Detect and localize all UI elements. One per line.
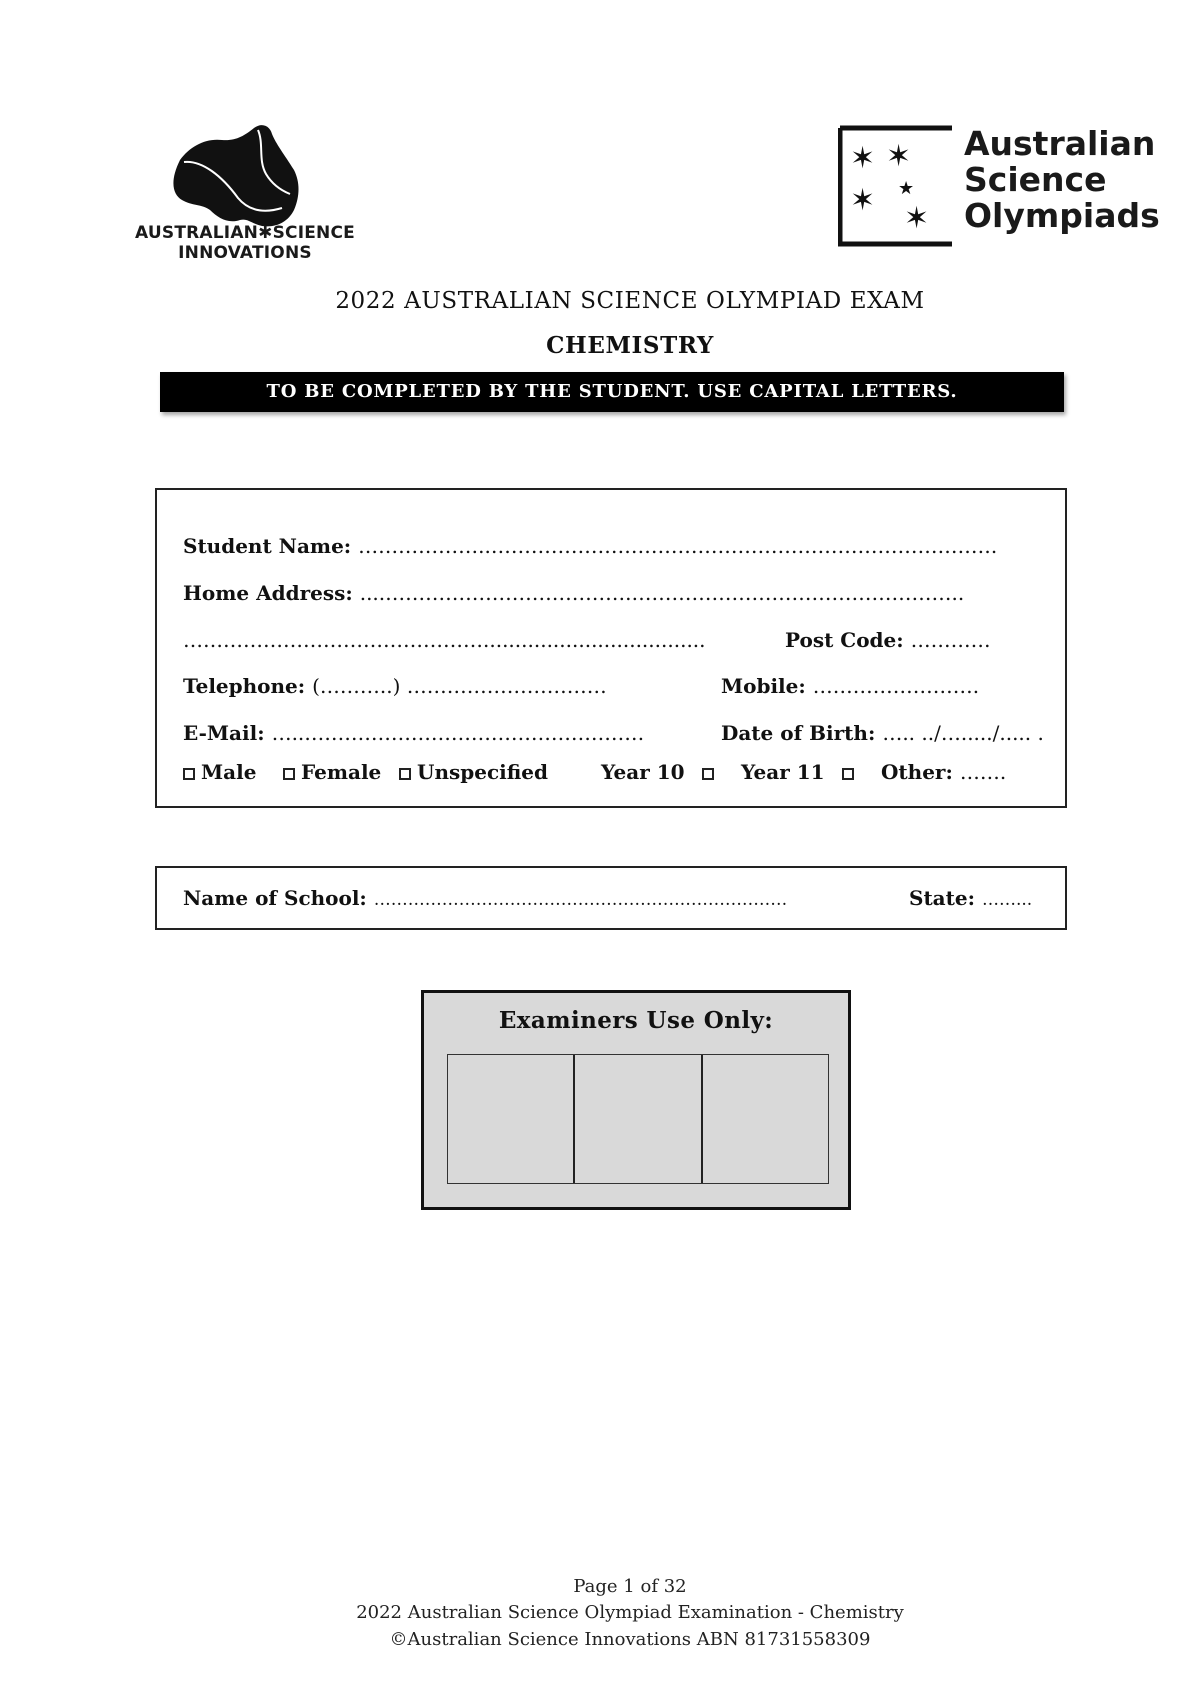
home-address-field-2[interactable]: ………………………………………................................... [183, 628, 706, 652]
female-checkbox[interactable] [283, 768, 295, 780]
student-details-box [155, 488, 1067, 808]
other-label: Other: [881, 760, 953, 784]
school-name-label: Name of School: [183, 886, 367, 910]
home-address-row[interactable] [183, 581, 964, 605]
state-field[interactable]: ……... [981, 890, 1033, 910]
year-other-row[interactable] [881, 760, 1006, 784]
year10-checkbox[interactable] [702, 768, 714, 780]
aso-text-2: Science [964, 160, 1107, 199]
post-code-label: Post Code: [785, 628, 904, 652]
gender-male-option[interactable] [183, 760, 256, 784]
score-cell [448, 1055, 575, 1183]
dob-label: Date of Birth: [721, 721, 876, 745]
email-field[interactable]: …..…………………………………………… [271, 721, 645, 745]
instruction-banner: TO BE COMPLETED BY THE STUDENT. USE CAPITAL LETTERS. [160, 372, 1064, 412]
footer-copyright: ©Australian Science Innovations ABN 81731558309 [389, 1629, 871, 1650]
male-label: Male [201, 760, 257, 784]
examiners-title: Examiners Use Only: [498, 1007, 774, 1034]
dob-row[interactable] [721, 721, 1044, 745]
school-name-field[interactable]: ……………………………………………….……………… [373, 890, 788, 910]
year11-option[interactable] [741, 760, 860, 784]
student-name-label: Student Name: [183, 534, 352, 558]
aso-logo [838, 124, 1160, 250]
school-name-row[interactable] [183, 886, 787, 910]
gender-unspecified-option[interactable] [399, 760, 548, 784]
score-grid [447, 1054, 829, 1184]
home-address-label: Home Address: [183, 581, 353, 605]
asi-logo [132, 124, 358, 264]
mobile-row[interactable] [721, 674, 979, 698]
subject-title: CHEMISTRY [546, 332, 714, 359]
southern-cross-icon [838, 124, 956, 248]
telephone-field[interactable]: (………..) ………………………… [312, 674, 607, 698]
email-row[interactable] [183, 721, 644, 745]
gender-female-option[interactable] [283, 760, 381, 784]
asi-text-1: AUSTRALIAN [135, 223, 259, 243]
svg-text:✶: ✶ [904, 201, 930, 236]
student-name-field[interactable]: ………………..…………………………………………………………………. [358, 534, 998, 558]
mobile-label: Mobile: [721, 674, 806, 698]
dob-field[interactable]: ….. ../…...../..... . [882, 721, 1044, 745]
post-code-row[interactable] [785, 628, 991, 652]
examiners-use-box [421, 990, 851, 1210]
unspecified-checkbox[interactable] [399, 768, 411, 780]
footer-title: 2022 Australian Science Olympiad Examination - Chemistry [356, 1602, 904, 1623]
asi-text-2: INNOVATIONS [178, 243, 312, 263]
australia-map-icon [162, 124, 322, 232]
other-field[interactable]: ……. [959, 760, 1007, 784]
telephone-row[interactable] [183, 674, 607, 698]
score-cell [703, 1055, 828, 1183]
home-address-line2[interactable] [183, 628, 706, 652]
year10-label: Year 10 [601, 760, 685, 784]
telephone-label: Telephone: [183, 674, 306, 698]
year11-checkbox[interactable] [842, 768, 854, 780]
svg-text:★: ★ [898, 178, 915, 199]
post-code-field[interactable]: ………… [910, 628, 991, 652]
state-row[interactable] [909, 886, 1032, 910]
male-checkbox[interactable] [183, 768, 195, 780]
asi-text-1b: SCIENCE [272, 223, 355, 243]
female-label: Female [301, 760, 382, 784]
exam-title: 2022 AUSTRALIAN SCIENCE OLYMPIAD EXAM [335, 288, 925, 314]
asi-star-icon: ✱ [258, 223, 273, 243]
year11-label: Year 11 [741, 760, 825, 784]
svg-text:✶: ✶ [850, 141, 876, 176]
student-name-row[interactable] [183, 534, 997, 558]
svg-text:✶: ✶ [850, 183, 876, 218]
state-label: State: [909, 886, 975, 910]
home-address-field[interactable]: ....……………………………….………………………………………….. [359, 581, 965, 605]
school-details-box [155, 866, 1067, 930]
aso-text-3: Olympiads [964, 196, 1160, 235]
year10-option[interactable] [601, 760, 720, 784]
email-label: E-Mail: [183, 721, 265, 745]
page-number: Page 1 of 32 [573, 1576, 687, 1597]
svg-text:✶: ✶ [886, 139, 912, 174]
unspecified-label: Unspecified [417, 760, 548, 784]
aso-text-1: Australian [964, 124, 1156, 163]
mobile-field[interactable]: ……………………. [812, 674, 980, 698]
score-cell [575, 1055, 702, 1183]
